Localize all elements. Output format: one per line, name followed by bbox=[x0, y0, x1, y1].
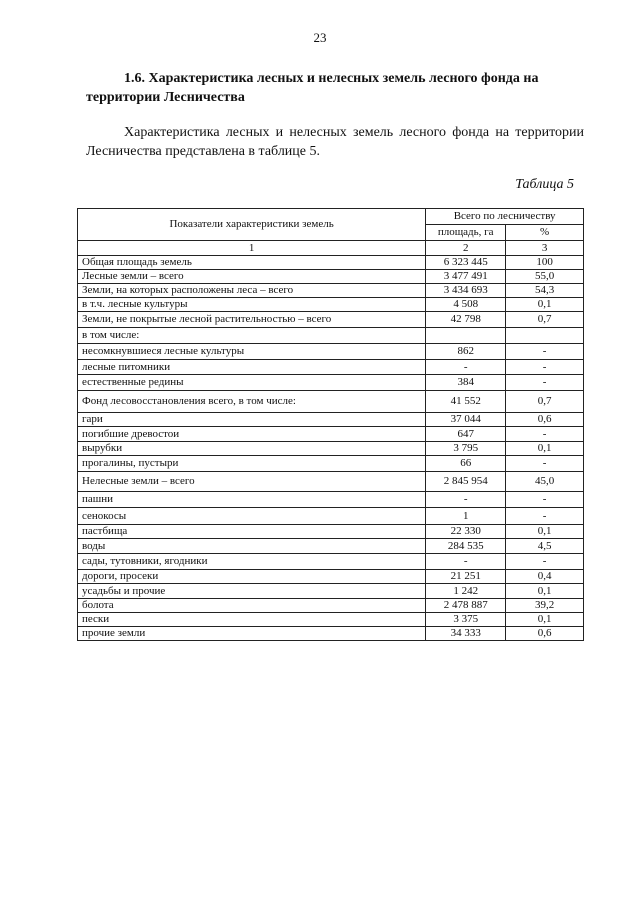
row-area: 862 bbox=[426, 344, 506, 360]
row-label: Нелесные земли – всего bbox=[78, 472, 426, 492]
column-number: 3 bbox=[506, 241, 584, 256]
header-area: площадь, га bbox=[426, 225, 506, 241]
land-characteristics-table bbox=[77, 208, 584, 641]
row-percent: - bbox=[506, 427, 584, 442]
row-area: - bbox=[426, 492, 506, 508]
row-label: гари bbox=[78, 413, 426, 427]
row-area: 2 478 887 bbox=[426, 599, 506, 613]
row-percent: 0,1 bbox=[506, 525, 584, 539]
row-area: 37 044 bbox=[426, 413, 506, 427]
row-label: пашни bbox=[78, 492, 426, 508]
row-label: воды bbox=[78, 539, 426, 554]
row-area: 21 251 bbox=[426, 570, 506, 584]
row-area: 3 375 bbox=[426, 613, 506, 627]
column-number: 1 bbox=[78, 241, 426, 256]
row-percent: - bbox=[506, 344, 584, 360]
row-area: 384 bbox=[426, 375, 506, 391]
table-header-row bbox=[78, 209, 584, 225]
table-row bbox=[78, 442, 584, 456]
row-label: усадьбы и прочие bbox=[78, 584, 426, 599]
table-row bbox=[78, 256, 584, 270]
row-area: 647 bbox=[426, 427, 506, 442]
table-row bbox=[78, 284, 584, 298]
row-label: вырубки bbox=[78, 442, 426, 456]
table-row bbox=[78, 456, 584, 472]
row-area: 3 477 491 bbox=[426, 270, 506, 284]
row-label: болота bbox=[78, 599, 426, 613]
row-percent: 0,1 bbox=[506, 442, 584, 456]
row-area: 1 242 bbox=[426, 584, 506, 599]
table-row bbox=[78, 584, 584, 599]
row-area: 22 330 bbox=[426, 525, 506, 539]
row-percent: 0,1 bbox=[506, 584, 584, 599]
row-area: 2 845 954 bbox=[426, 472, 506, 492]
row-label: лесные питомники bbox=[78, 360, 426, 375]
table-row bbox=[78, 375, 584, 391]
row-label: Земли, не покрытые лесной растительностью – всего bbox=[78, 312, 426, 328]
row-label: Общая площадь земель bbox=[78, 256, 426, 270]
section-heading: 1.6. Характеристика лесных и нелесных земель лесного фонда на территории Лесничества bbox=[86, 71, 539, 105]
row-label: Лесные земли – всего bbox=[78, 270, 426, 284]
row-percent: 0,7 bbox=[506, 312, 584, 328]
row-label: прочие земли bbox=[78, 627, 426, 641]
row-percent: 0,6 bbox=[506, 627, 584, 641]
row-percent: 0,1 bbox=[506, 613, 584, 627]
row-area: 4 508 bbox=[426, 298, 506, 312]
row-percent: - bbox=[506, 492, 584, 508]
intro-paragraph: Характеристика лесных и нелесных земель лесного фонда на территории Лесничества представлена в таблице 5. bbox=[86, 125, 584, 159]
row-percent: 39,2 bbox=[506, 599, 584, 613]
row-percent: 4,5 bbox=[506, 539, 584, 554]
row-area: - bbox=[426, 360, 506, 375]
row-label: прогалины, пустыри bbox=[78, 456, 426, 472]
header-indicator: Показатели характеристики земель bbox=[78, 209, 426, 241]
header-percent: % bbox=[506, 225, 584, 241]
table-row bbox=[78, 613, 584, 627]
table-row bbox=[78, 627, 584, 641]
row-label: погибшие древостои bbox=[78, 427, 426, 442]
column-numbers-row bbox=[78, 241, 584, 256]
row-label: пески bbox=[78, 613, 426, 627]
row-area: 3 795 bbox=[426, 442, 506, 456]
table-row bbox=[78, 599, 584, 613]
table-row bbox=[78, 413, 584, 427]
table-caption: Таблица 5 bbox=[515, 177, 574, 192]
table-row bbox=[78, 328, 584, 344]
table-row bbox=[78, 539, 584, 554]
row-percent: - bbox=[506, 554, 584, 570]
row-label: в т.ч. лесные культуры bbox=[78, 298, 426, 312]
row-label: дороги, просеки bbox=[78, 570, 426, 584]
row-label: пастбища bbox=[78, 525, 426, 539]
row-area: 34 333 bbox=[426, 627, 506, 641]
row-percent: 45,0 bbox=[506, 472, 584, 492]
row-label: Фонд лесовосстановления всего, в том числе: bbox=[78, 391, 426, 413]
row-area: 284 535 bbox=[426, 539, 506, 554]
row-area: 1 bbox=[426, 508, 506, 525]
header-total: Всего по лесничеству bbox=[426, 209, 584, 225]
row-area: 6 323 445 bbox=[426, 256, 506, 270]
row-percent: 0,4 bbox=[506, 570, 584, 584]
table-row bbox=[78, 472, 584, 492]
table-row bbox=[78, 525, 584, 539]
row-label: естественные редины bbox=[78, 375, 426, 391]
table-row bbox=[78, 508, 584, 525]
row-percent: - bbox=[506, 456, 584, 472]
row-area: 66 bbox=[426, 456, 506, 472]
row-percent: - bbox=[506, 508, 584, 525]
table-row bbox=[78, 492, 584, 508]
table-row bbox=[78, 570, 584, 584]
table-row bbox=[78, 391, 584, 413]
row-area bbox=[426, 328, 506, 344]
column-number: 2 bbox=[426, 241, 506, 256]
table-row bbox=[78, 344, 584, 360]
row-area: 42 798 bbox=[426, 312, 506, 328]
page-number: 23 bbox=[313, 30, 327, 45]
row-percent: 0,7 bbox=[506, 391, 584, 413]
table-row bbox=[78, 298, 584, 312]
row-area: 3 434 693 bbox=[426, 284, 506, 298]
row-percent: - bbox=[506, 375, 584, 391]
row-label: сады, тутовники, ягодники bbox=[78, 554, 426, 570]
table-row bbox=[78, 312, 584, 328]
row-percent bbox=[506, 328, 584, 344]
row-label: несомкнувшиеся лесные культуры bbox=[78, 344, 426, 360]
row-label: Земли, на которых расположены леса – всего bbox=[78, 284, 426, 298]
row-percent: 100 bbox=[506, 256, 584, 270]
table-row bbox=[78, 360, 584, 375]
row-percent: 0,1 bbox=[506, 298, 584, 312]
row-percent: 0,6 bbox=[506, 413, 584, 427]
table-row bbox=[78, 270, 584, 284]
row-label: в том числе: bbox=[78, 328, 426, 344]
table-row bbox=[78, 427, 584, 442]
table-row bbox=[78, 554, 584, 570]
row-percent: 54,3 bbox=[506, 284, 584, 298]
row-area: 41 552 bbox=[426, 391, 506, 413]
row-percent: - bbox=[506, 360, 584, 375]
row-label: сенокосы bbox=[78, 508, 426, 525]
row-percent: 55,0 bbox=[506, 270, 584, 284]
row-area: - bbox=[426, 554, 506, 570]
